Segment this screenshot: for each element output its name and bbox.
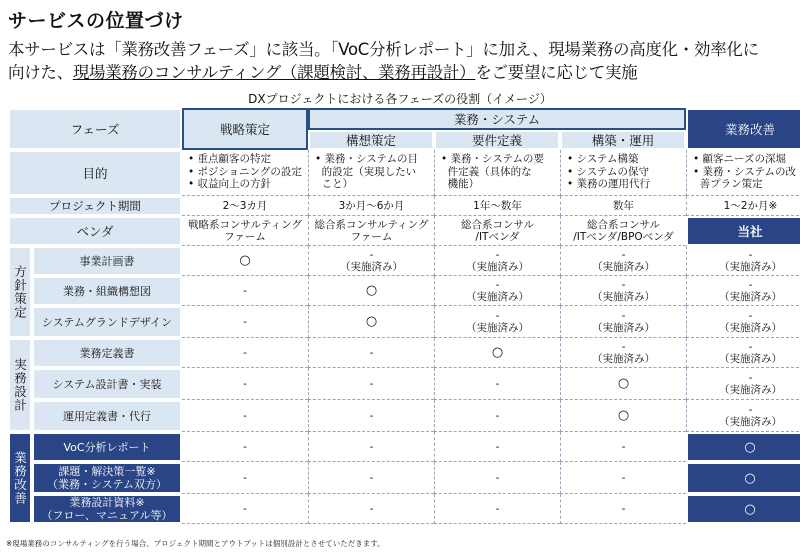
header-requirements: 要件定義 [434,130,560,150]
deliverable-cell-text: （実施済み） [719,290,782,303]
circle-mark: ○ [365,282,378,298]
purpose-improvement [686,150,800,196]
deliverable-cell-concept [308,246,434,276]
dash-mark: - [621,502,626,515]
page-title: サービスの位置づけ [8,10,184,32]
phase-role-table [8,108,800,524]
purpose-bullet: • 重点顧客の特定 [188,153,272,165]
deliverable-cell-concept [308,432,434,462]
circle-mark: ○ [744,470,756,486]
deliverable-cell-concept [308,462,434,494]
purpose-bullet: • 業務・システムの要 [441,153,544,165]
deliverable-cell-text: - [748,248,753,261]
vendor-build: 総合系コンサル /ITベンダ/BPOベンダ [560,216,686,246]
deliverable-cell-requirements [434,368,560,400]
deliverable-cell-requirements [434,246,560,276]
circle-mark: ○ [617,375,630,391]
deliverable-cell-strategy [182,338,308,368]
vendor-strategy: 戦略系コンサルティング ファーム [182,216,308,246]
purpose-label: 目的 [8,150,182,196]
deliverable-cell-text: （実施済み） [466,290,529,303]
dash-mark: - [369,471,374,484]
deliverable-cell-improvement [686,338,800,368]
deliverable-cell-text: - [748,403,753,416]
deliverable-cell-text: （実施済み） [719,352,782,365]
lead-text [8,38,792,84]
deliverable-cell-text: - [621,340,626,353]
dash-mark: - [495,502,500,515]
dash-mark: - [243,346,247,359]
deliverable-cell-concept [308,306,434,338]
dash-mark: - [621,471,626,484]
deliverable-cell-strategy [182,246,308,276]
dash-mark: - [369,440,374,453]
deliverable-cell-text: - [748,278,753,291]
deliverable-cell-text: （実施済み） [719,415,782,428]
deliverable-cell-text: - [495,309,500,322]
deliverable-cell-improvement [686,246,800,276]
purpose-bullet: • 顧客ニーズの深堀 [693,153,787,165]
deliverable-label: 業務定義書 [32,338,182,368]
deliverable-cell-requirements [434,462,560,494]
deliverable-cell-improvement [686,494,800,524]
header-build: 構築・運用 [560,130,686,150]
dash-mark: - [495,377,500,390]
deliverable-cell-text: （実施済み） [719,260,782,273]
period-concept: 3か月～6か月 [308,196,434,216]
deliverable-cell-requirements [434,494,560,524]
period-build: 数年 [560,196,686,216]
purpose-bullet: • 収益向上の方針 [188,178,272,190]
deliverable-cell-text: （実施済み） [592,321,655,334]
purpose-bullet: 件定義（具体的な [441,165,532,178]
purpose-requirements [434,150,560,196]
deliverable-cell-requirements [434,338,560,368]
dash-mark: - [243,440,247,453]
purpose-bullet: 的設定（実現したい [315,165,417,178]
lead-line-1: 本サービスは「業務改善フェーズ」に該当。「VoC分析レポート」に加え、現場業務の高度化・効率化に [8,40,759,59]
deliverable-label: 事業計画書 [32,246,182,276]
header-concept: 構想策定 [308,130,434,150]
deliverable-cell-build [560,306,686,338]
deliverable-cell-strategy [182,306,308,338]
deliverable-label: 業務・組織構想図 [32,276,182,306]
deliverable-cell-text: （実施済み） [592,260,655,273]
circle-mark: ○ [239,252,251,268]
deliverable-label: VoC分析レポート [32,432,182,462]
purpose-bullet: • システム構築 [567,153,639,165]
period-strategy: 2～3カ月 [182,196,308,216]
purpose-bullet: • ポジショニングの設定 [188,165,302,178]
dash-mark: - [243,284,247,297]
header-phase: フェーズ [8,108,182,150]
purpose-bullet: • 業務・システムの目 [315,153,418,165]
deliverable-cell-strategy [182,462,308,494]
dash-mark: - [243,409,247,422]
deliverable-cell-requirements [434,432,560,462]
deliverable-label: システム設計書・実装 [32,368,182,400]
lead-line-2-pre: 向けた、 [8,63,73,82]
deliverable-cell-text: （実施済み） [592,352,655,365]
deliverable-cell-text: （実施済み） [719,383,782,396]
deliverable-cell-text: - [621,278,626,291]
circle-mark: ○ [617,407,630,423]
deliverable-cell-text: - [748,371,753,384]
deliverable-cell-build [560,432,686,462]
deliverable-cell-text: （実施済み） [719,321,782,334]
deliverable-cell-improvement [686,462,800,494]
circle-mark: ○ [491,344,504,360]
deliverable-cell-improvement [686,306,800,338]
purpose-build [560,150,686,196]
deliverable-cell-text: （実施済み） [466,321,529,334]
circle-mark: ○ [744,501,756,517]
category-policy: 方針策定 [8,246,32,338]
deliverable-cell-strategy [182,368,308,400]
lead-line-2-underline: 現場業務のコンサルティング（課題検討、業務再設計） [72,63,476,82]
deliverable-cell-text: - [495,248,500,261]
table-caption: DXプロジェクトにおける各フェーズの役割（イメージ） [248,92,552,106]
deliverable-cell-text: - [621,248,626,261]
dash-mark: - [369,502,374,515]
deliverable-cell-build [560,400,686,432]
deliverable-cell-text: - [369,248,374,261]
lead-line-2 [8,61,792,84]
purpose-bullet: 善プラン策定 [693,178,763,190]
deliverable-cell-requirements [434,306,560,338]
deliverable-cell-build [560,246,686,276]
deliverable-cell-requirements [434,400,560,432]
deliverable-cell-text: （実施済み） [592,290,655,303]
deliverable-cell-text: - [495,278,500,291]
footnote: ※現場業務のコンサルティングを行う場合、プロジェクト期間とアウトプットは個別設計とさせていただきます。 [6,539,385,548]
deliverable-cell-improvement [686,276,800,306]
header-improvement: 業務改善 [686,108,800,150]
deliverable-cell-concept [308,494,434,524]
deliverable-cell-improvement [686,400,800,432]
deliverable-cell-concept [308,400,434,432]
deliverable-cell-concept [308,276,434,306]
dash-mark: - [369,346,374,359]
deliverable-cell-build [560,494,686,524]
deliverable-cell-text: - [748,309,753,322]
deliverable-cell-strategy [182,276,308,306]
vendor-improvement: 当社 [686,216,800,246]
dash-mark: - [495,409,500,422]
deliverable-cell-build [560,338,686,368]
header-strategy: 戦略策定 [182,108,308,150]
deliverable-cell-build [560,368,686,400]
dash-mark: - [243,315,247,328]
deliverable-cell-strategy [182,432,308,462]
dash-mark: - [243,471,247,484]
purpose-bullet: こと） [315,178,354,190]
vendor-concept: 総合系コンサルティング ファーム [308,216,434,246]
dash-mark: - [621,440,626,453]
deliverable-cell-text: - [621,309,626,322]
deliverable-cell-strategy [182,494,308,524]
deliverable-cell-build [560,462,686,494]
circle-mark: ○ [365,313,378,329]
deliverable-cell-strategy [182,400,308,432]
deliverable-label: 運用定義書・代行 [32,400,182,432]
vendor-requirements: 総合系コンサル /ITベンダ [434,216,560,246]
purpose-bullet: • 業務・システムの改 [693,165,796,178]
deliverable-label: 課題・解決策一覧※ （業務・システム双方） [32,462,182,494]
purpose-strategy [182,150,308,196]
vendor-label: ベンダ [8,216,182,246]
dash-mark: - [369,377,374,390]
dash-mark: - [369,409,374,422]
deliverable-cell-text: （実施済み） [466,260,529,273]
deliverable-label: システムグランドデザイン [32,306,182,338]
dash-mark: - [243,502,247,515]
purpose-bullet: 機能） [441,178,480,190]
deliverable-cell-improvement [686,368,800,400]
purpose-concept [308,150,434,196]
deliverable-label: 業務設計資料※ （フロー、マニュアル等） [32,494,182,524]
deliverable-cell-text: - [748,340,753,353]
lead-line-2-post: をご要望に応じて実施 [475,63,638,82]
dash-mark: - [495,471,500,484]
deliverable-cell-concept [308,338,434,368]
category-implementation: 実務設計 [8,338,32,432]
period-label: プロジェクト期間 [8,196,182,216]
header-business-system: 業務・システム [308,108,686,130]
deliverable-cell-improvement [686,432,800,462]
dash-mark: - [495,440,500,453]
circle-mark: ○ [744,439,756,455]
deliverable-cell-text: （実施済み） [340,260,403,273]
period-requirements: 1年～数年 [434,196,560,216]
purpose-bullet: • システムの保守 [567,165,649,178]
purpose-bullet: • 業務の運用代行 [567,178,651,190]
period-improvement: 1～2か月※ [686,196,800,216]
deliverable-cell-concept [308,368,434,400]
deliverable-cell-requirements [434,276,560,306]
category-improvement: 業務改善 [8,432,32,524]
deliverable-cell-build [560,276,686,306]
dash-mark: - [243,377,247,390]
